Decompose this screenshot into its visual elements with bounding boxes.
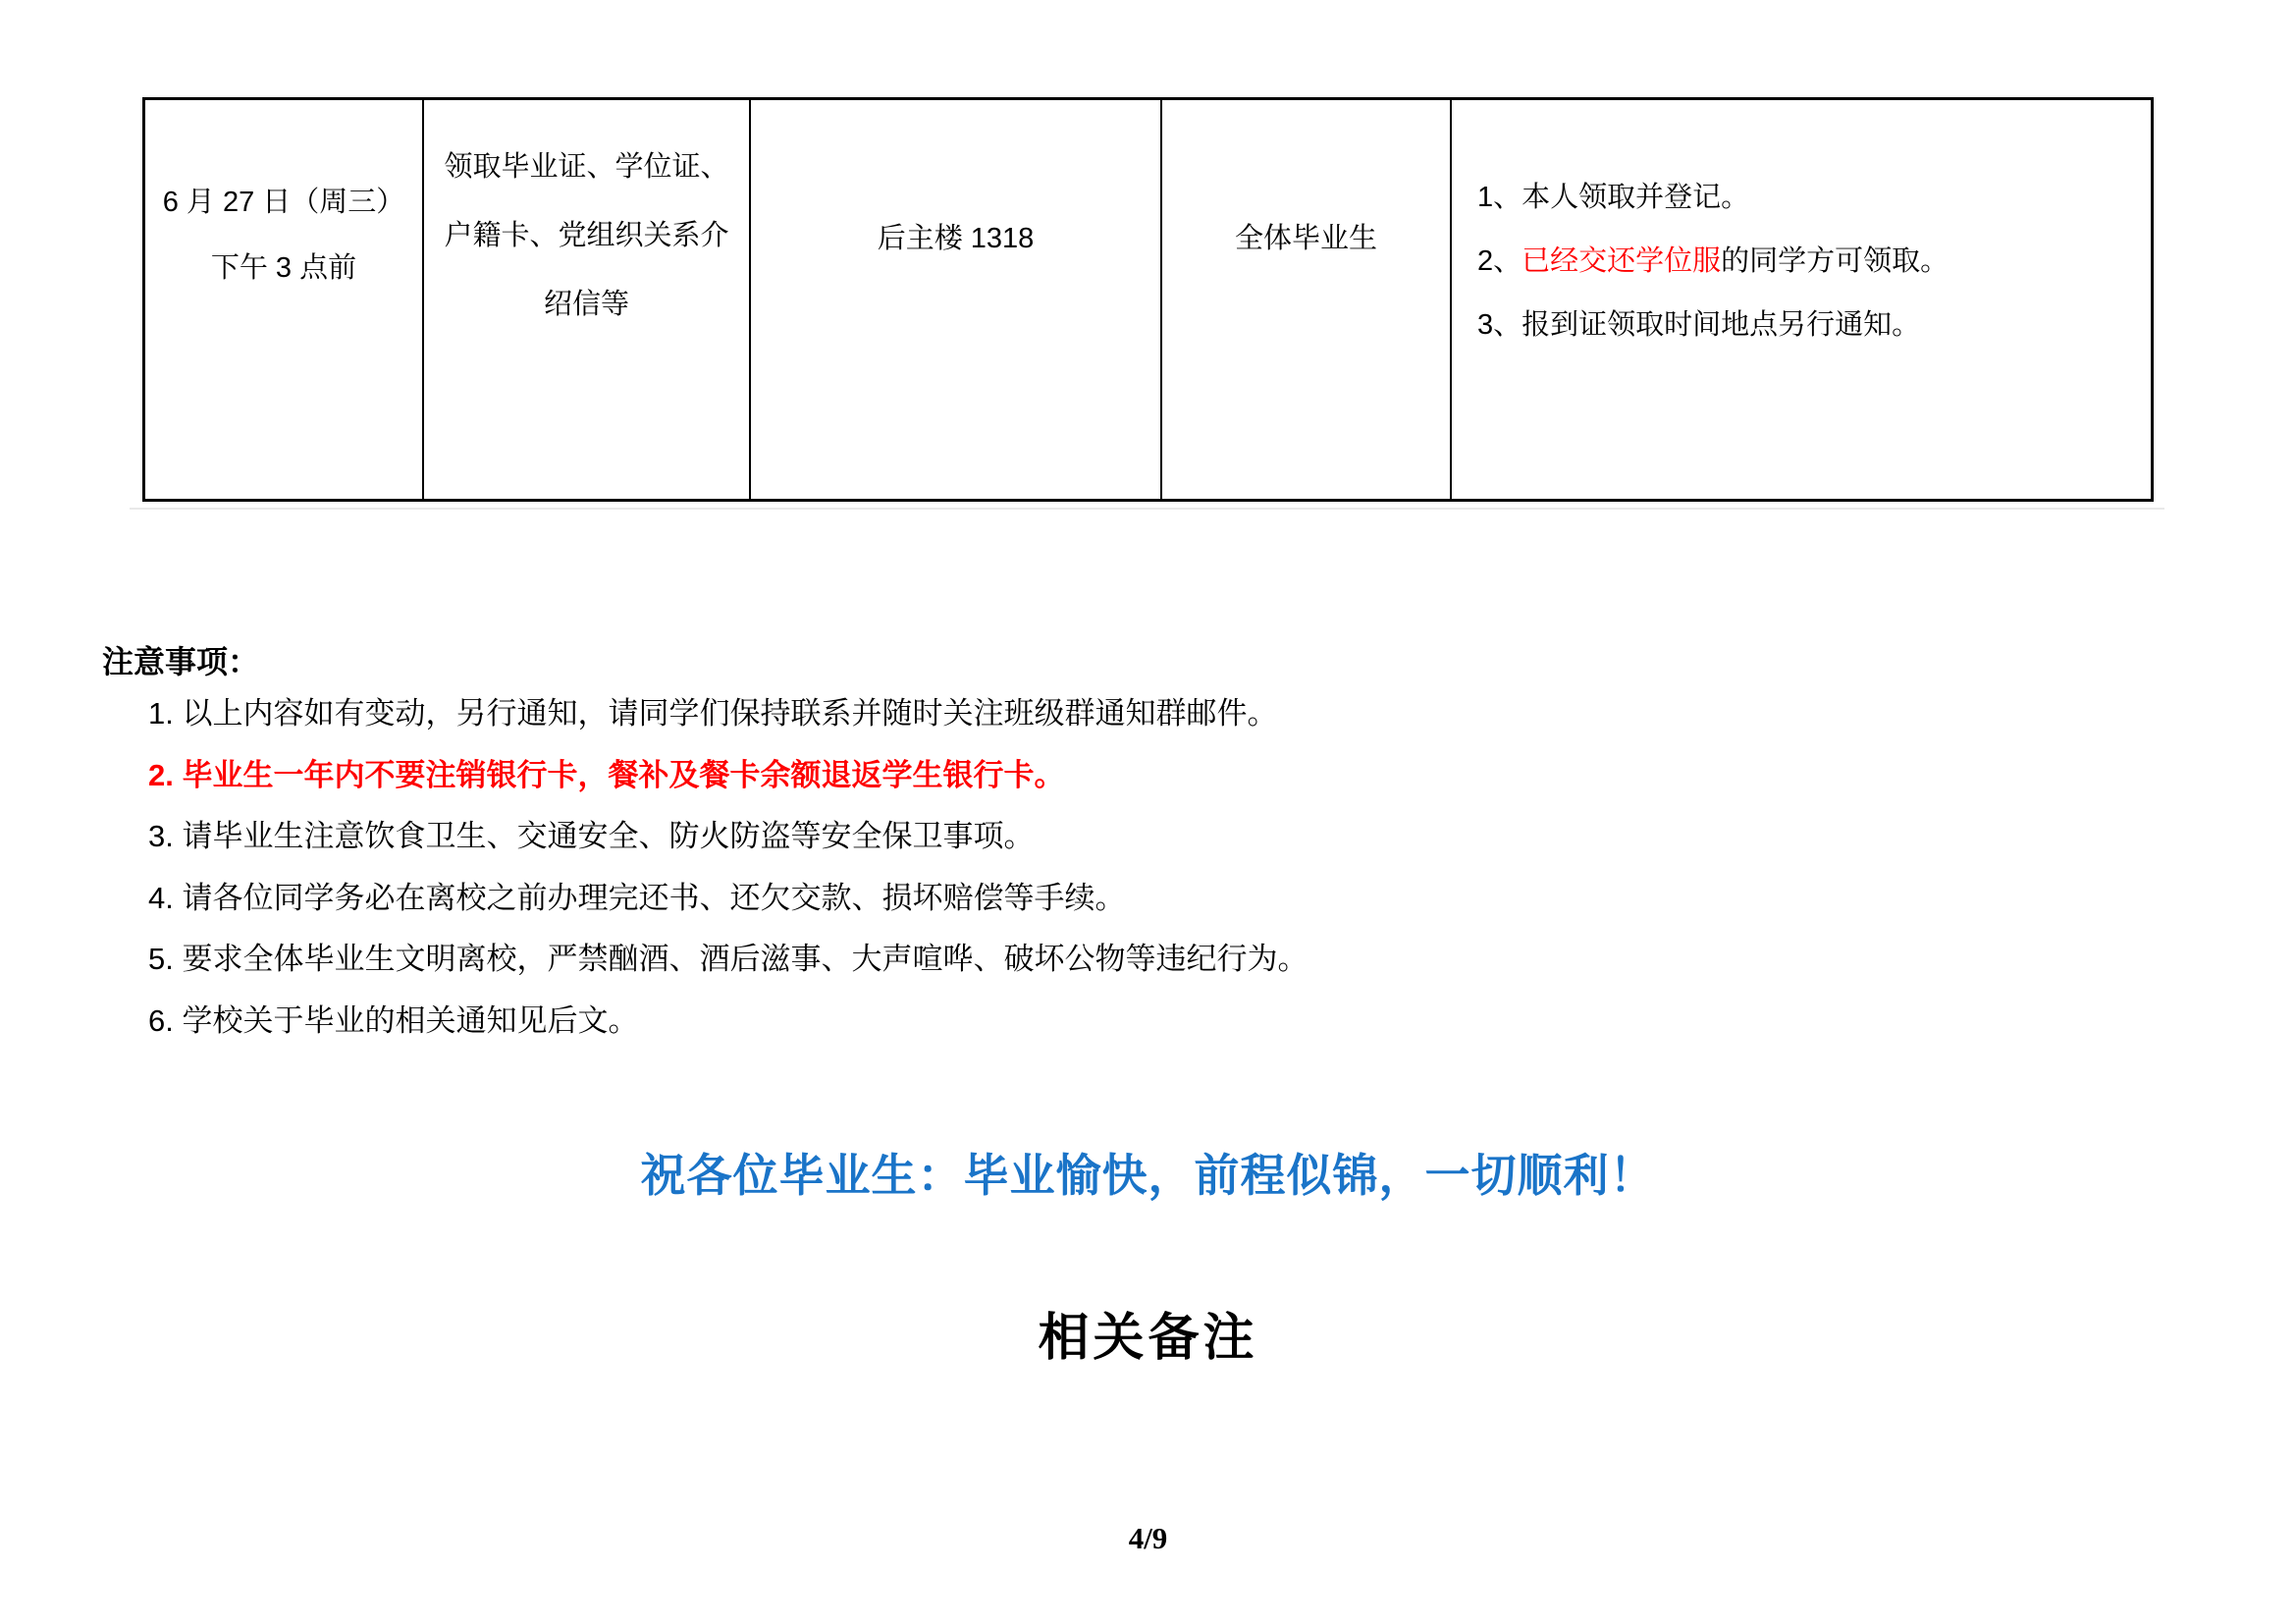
items-line: 户籍卡、党组织关系介 — [444, 220, 729, 251]
section-heading: 相关备注 — [1038, 1310, 1258, 1367]
table-cell-location — [751, 100, 1162, 499]
notice-item: 3. 请毕业生注意饮食卫生、交通安全、防火防盗等安全保卫事项。 — [148, 819, 1035, 854]
time-line: 6 月 27 日（周三） — [162, 187, 405, 218]
audience-text: 全体毕业生 — [1234, 222, 1377, 254]
items-line: 绍信等 — [543, 289, 629, 320]
table-note — [1477, 230, 1949, 294]
notices-list — [148, 683, 1308, 1053]
notice-item: 5. 要求全体毕业生文明离校，严禁酗酒、酒后滋事、大声喧哗、破坏公物等违纪行为。 — [148, 942, 1308, 977]
notices-title: 注意事项： — [102, 644, 260, 679]
table-cell-notes — [1452, 100, 2151, 499]
congratulation-line: 祝各位毕业生：毕业愉快，前程似锦，一切顺利！ — [640, 1150, 1656, 1201]
table-continuation-divider — [130, 508, 2164, 510]
location-text: 后主楼 1318 — [877, 222, 1035, 254]
note-text: 本人领取并登记。 — [1522, 181, 1750, 213]
time-line: 下午 3 点前 — [210, 252, 357, 284]
note-number: 2、 — [1477, 244, 1522, 277]
notice-item: 1. 以上内容如有变动，另行通知，请同学们保持联系并随时关注班级群通知群邮件。 — [148, 696, 1278, 731]
note-number: 1、 — [1477, 181, 1522, 213]
notice-item: 4. 请各位同学务必在离校之前办理完还书、还欠交款、损坏赔偿等手续。 — [148, 880, 1126, 915]
table-cell-time — [145, 100, 424, 499]
schedule-table — [142, 97, 2154, 502]
page-number: 4/9 — [1128, 1521, 1168, 1555]
table-cell-items — [424, 100, 751, 499]
note-text: 报到证领取时间地点另行通知。 — [1522, 308, 1921, 341]
table-note — [1477, 294, 1920, 357]
items-line: 领取毕业证、学位证、 — [444, 151, 729, 183]
table-note — [1477, 166, 1749, 230]
note-red-text: 已经交还学位服 — [1522, 244, 1722, 277]
table-cell-audience — [1162, 100, 1452, 499]
notice-item: 6. 学校关于毕业的相关通知见后文。 — [148, 1002, 639, 1038]
note-number: 3、 — [1477, 308, 1522, 341]
note-text: 的同学方可领取。 — [1721, 244, 1949, 277]
notice-item-warning: 2. 毕业生一年内不要注销银行卡，餐补及餐卡余额退返学生银行卡。 — [148, 757, 1065, 792]
